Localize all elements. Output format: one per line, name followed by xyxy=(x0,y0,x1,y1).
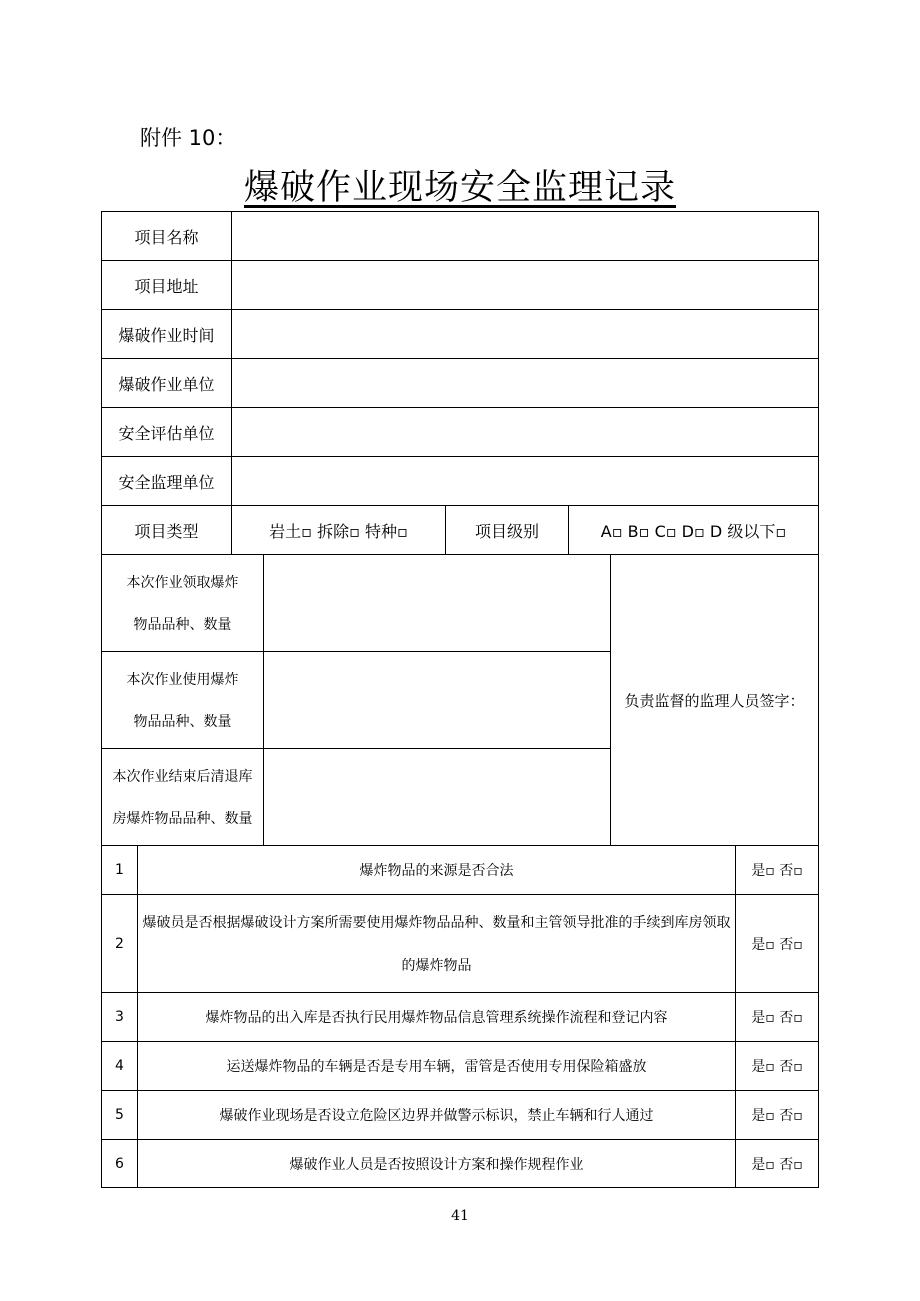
check-yes-no[interactable]: 是▫ 否▫ xyxy=(735,894,819,993)
check-number: 4 xyxy=(101,1041,138,1091)
label-materials-received xyxy=(101,554,264,652)
field-materials-used[interactable] xyxy=(263,651,611,749)
check-number: 6 xyxy=(101,1139,138,1188)
label-line: 本次作业领取爆炸 xyxy=(126,575,239,591)
check-number: 2 xyxy=(101,894,138,993)
check-item-text: 爆破作业现场是否设立危险区边界并做警示标识，禁止车辆和行人通过 xyxy=(137,1090,736,1140)
attachment-label: 附件 10： xyxy=(140,126,237,150)
check-yes-no[interactable]: 是▫ 否▫ xyxy=(735,1090,819,1140)
check-item-text: 爆炸物品的出入库是否执行民用爆炸物品信息管理系统操作流程和登记内容 xyxy=(137,992,736,1042)
field-blasting-time[interactable] xyxy=(231,309,819,359)
field-blasting-unit[interactable] xyxy=(231,358,819,408)
check-yes-no[interactable]: 是▫ 否▫ xyxy=(735,845,819,895)
check-yes-no[interactable]: 是▫ 否▫ xyxy=(735,1139,819,1188)
label-safety-supervision-unit: 安全监理单位 xyxy=(101,456,232,506)
check-number: 5 xyxy=(101,1090,138,1140)
label-line: 房爆炸物品品种、数量 xyxy=(112,811,253,827)
check-item-text: 爆破作业人员是否按照设计方案和操作规程作业 xyxy=(137,1139,736,1188)
label-safety-assessment-unit: 安全评估单位 xyxy=(101,407,232,457)
check-text-line: 的爆炸物品 xyxy=(401,957,472,974)
field-materials-returned[interactable] xyxy=(263,748,611,846)
label-project-type: 项目类型 xyxy=(101,505,232,555)
check-yes-no[interactable]: 是▫ 否▫ xyxy=(735,992,819,1042)
label-line: 本次作业结束后清退库 xyxy=(112,769,253,785)
label-project-name: 项目名称 xyxy=(101,211,232,261)
label-line: 物品品种、数量 xyxy=(133,617,232,633)
field-project-name[interactable] xyxy=(231,211,819,261)
check-item-text: 运送爆炸物品的车辆是否是专用车辆，雷管是否使用专用保险箱盛放 xyxy=(137,1041,736,1091)
check-text-line: 爆破员是否根据爆破设计方案所需要使用爆炸物品品种、数量和主管领导批准的手续到库房领取 xyxy=(142,915,731,932)
supervisor-signature-box[interactable]: 负责监督的监理人员签字： xyxy=(610,554,819,846)
label-materials-used xyxy=(101,651,264,749)
field-materials-received[interactable] xyxy=(263,554,611,652)
label-project-address: 项目地址 xyxy=(101,260,232,310)
check-item-text: 爆炸物品的来源是否合法 xyxy=(137,845,736,895)
field-project-address[interactable] xyxy=(231,260,819,310)
check-yes-no[interactable]: 是▫ 否▫ xyxy=(735,1041,819,1091)
label-blasting-unit: 爆破作业单位 xyxy=(101,358,232,408)
page-title: 爆破作业现场安全监理记录 xyxy=(243,168,676,208)
project-type-options[interactable]: 岩土▫ 拆除▫ 特种▫ xyxy=(231,505,446,555)
page-number: 41 xyxy=(451,1208,469,1224)
label-blasting-time: 爆破作业时间 xyxy=(101,309,232,359)
field-safety-supervision-unit[interactable] xyxy=(231,456,819,506)
label-line: 本次作业使用爆炸 xyxy=(126,672,239,688)
project-level-options[interactable]: A▫ B▫ C▫ D▫ D 级以下▫ xyxy=(568,505,819,555)
field-safety-assessment-unit[interactable] xyxy=(231,407,819,457)
check-item-text xyxy=(137,894,736,993)
label-line: 物品品种、数量 xyxy=(133,714,232,730)
check-number: 1 xyxy=(101,845,138,895)
label-materials-returned xyxy=(101,748,264,846)
label-project-level: 项目级别 xyxy=(445,505,569,555)
check-number: 3 xyxy=(101,992,138,1042)
